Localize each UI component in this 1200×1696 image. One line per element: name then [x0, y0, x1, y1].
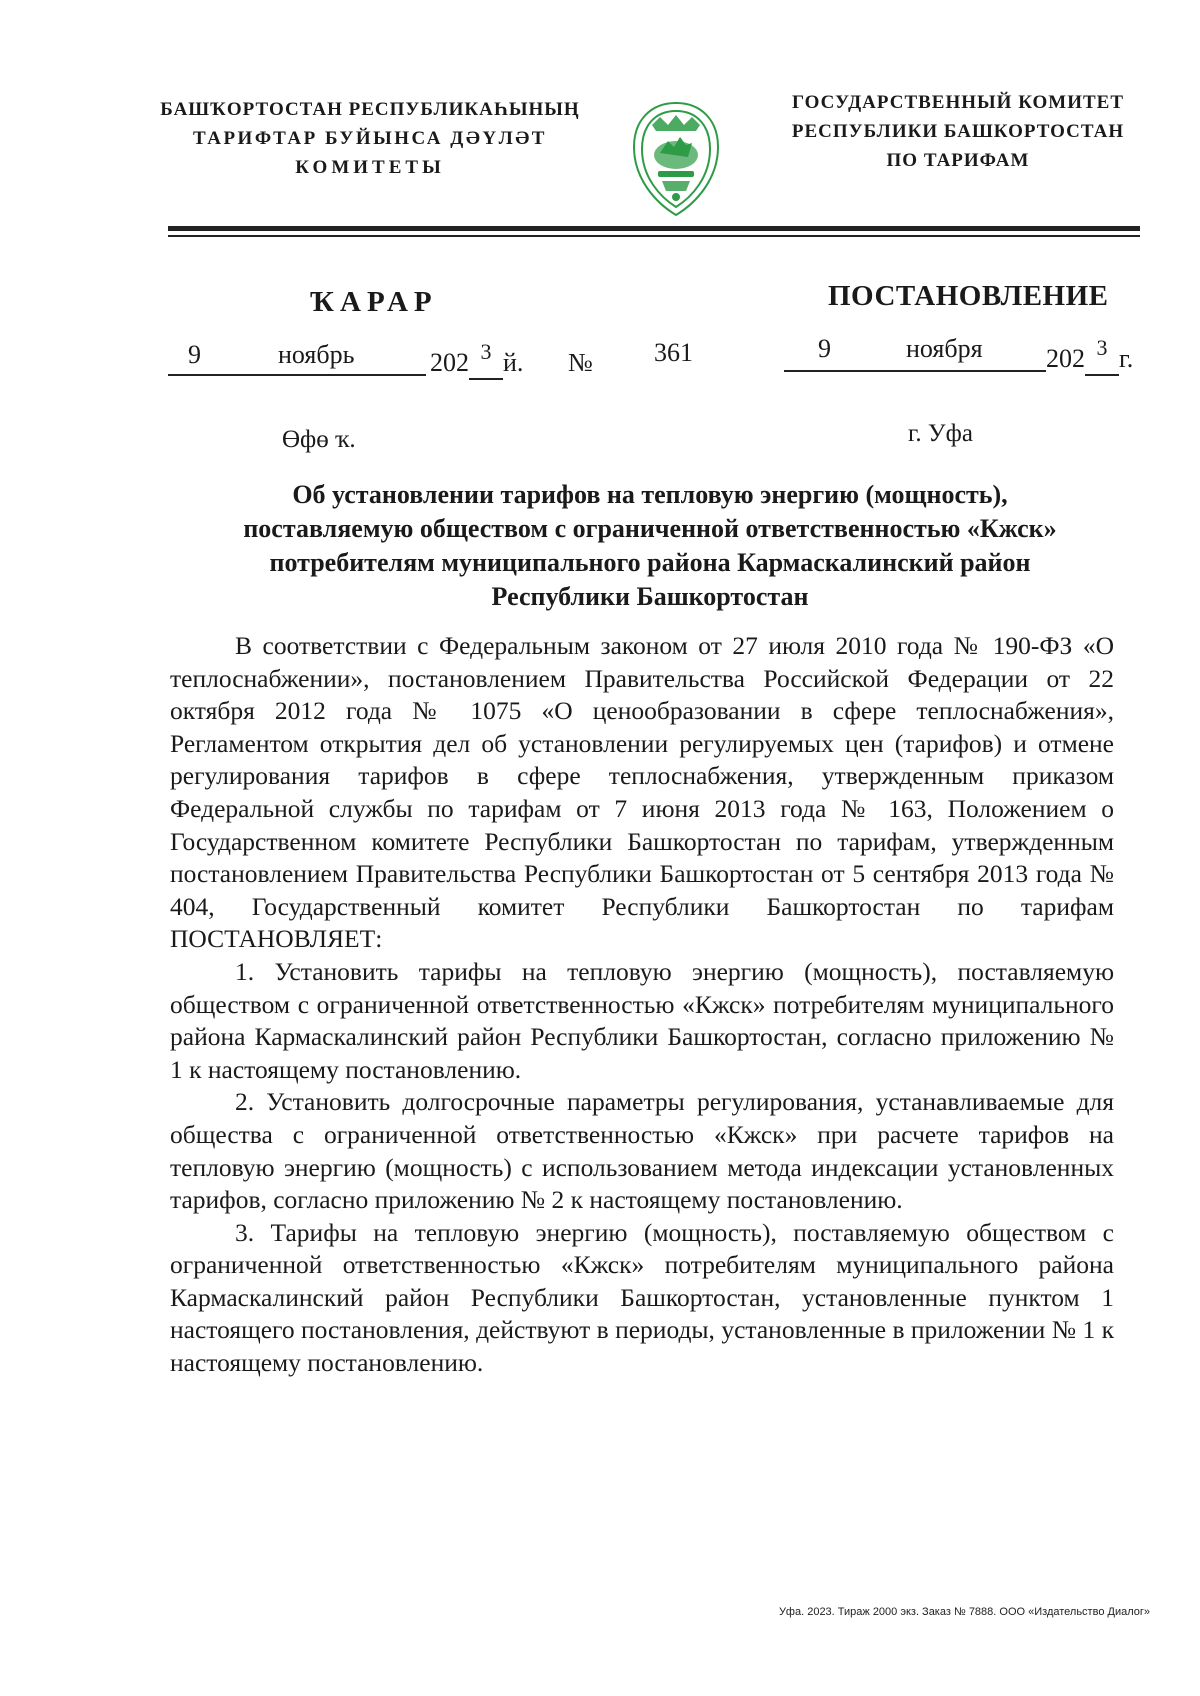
- subject-line-2: поставляемую обществом с ограниченной ответственностью «Кжск»: [243, 514, 1057, 543]
- header-right-line-3: ПО ТАРИФАМ: [886, 150, 1030, 171]
- left-city: Өфө ҡ.: [282, 426, 356, 453]
- right-year-digit: 3: [1096, 335, 1108, 360]
- left-year-prefix: 202: [430, 348, 469, 377]
- header-divider-thin: [168, 235, 1140, 237]
- header-left-line-1: БАШҠОРТОСТАН РЕСПУБЛИКАҺЫНЫҢ: [160, 99, 580, 120]
- subject-line-4: Республики Башкортостан: [491, 582, 809, 611]
- right-date-year: [1046, 335, 1134, 376]
- left-date-underline: [168, 374, 426, 376]
- right-date-day: 9: [818, 334, 831, 363]
- header-right: [768, 88, 1148, 175]
- paragraph-item-1: 1. Установить тарифы на тепловую энергию (мощность), поставляемую обществом с ограниченной ответственностью «Кжск» потребителям муниципального района Кармаскалинский район Республики Башкортостан, согласно приложению № 1 к настоящему постановлению.: [170, 956, 1114, 1084]
- header-left: [160, 95, 580, 182]
- left-date-month: ноябрь: [278, 340, 355, 369]
- right-title: ПОСТАНОВЛЕНИЕ: [828, 280, 1109, 312]
- right-city: г. Уфа: [908, 420, 973, 447]
- left-year-digit: 3: [480, 339, 492, 364]
- subject-line-1: Об установлении тарифов на тепловую энергию (мощность),: [292, 480, 1008, 509]
- right-date-suffix: г.: [1119, 344, 1134, 373]
- left-date-suffix: й.: [503, 348, 524, 377]
- document-subject: [170, 478, 1130, 614]
- paragraph-preamble: В соответствии с Федеральным законом от 27 июля 2010 года № 190-ФЗ «О теплоснабжении», постановлением Правительства Российской Федерации от 22 октября 2012 года № 1075 «О ценообразовании в сфере теплоснабжения», Регламентом открытия дел об установлении регулируемых цен (тарифов) и отмене регулирования тарифов в сфере теплоснабжения, утвержденным приказом Федеральной службы по тарифам от 7 июня 2013 года № 163, Положением о Государственном комитете Республики Башкортостан по тарифам, утвержденным постановлением Правительства Республики Башкортостан от 5 сентября 2013 года № 404, Государственный комитет Республики Башкортостан по тарифам ПОСТАНОВЛЯЕТ:: [170, 631, 1114, 954]
- header-left-line-3: КОМИТЕТЫ: [295, 157, 445, 178]
- document-body: [170, 630, 1114, 1380]
- paragraph-item-2: 2. Установить долгосрочные параметры регулирования, устанавливаемые для общества с ограниченной ответственностью «Кжск» при расчете тарифов на тепловую энергию (мощность) с использованием метода индексации установленных тарифов, согласно приложению № 2 к настоящему постановлению.: [170, 1087, 1114, 1215]
- left-date-year: [430, 339, 524, 380]
- paragraph-item-3: 3. Тарифы на тепловую энергию (мощность), поставляемую обществом с ограниченной ответственностью «Кжск» потребителям муниципального района Кармаскалинский район Республики Башкортостан, установленные пунктом 1 настоящего постановления, действуют в периоды, установленные в приложении № 1 к настоящему постановлению.: [170, 1217, 1114, 1378]
- left-date-day: 9: [188, 340, 201, 369]
- right-year-prefix: 202: [1046, 344, 1085, 373]
- left-title: ҠАРАР: [310, 286, 438, 318]
- number-sign: №: [568, 348, 593, 377]
- header-left-line-2: ТАРИФТАР БУЙЫНСА ДӘҮЛӘТ: [193, 128, 547, 149]
- header-right-line-2: РЕСПУБЛИКИ БАШКОРТОСТАН: [791, 121, 1125, 142]
- subject-line-3: потребителям муниципального района Кармаскалинский район: [269, 548, 1031, 577]
- right-date-month: ноября: [906, 334, 983, 363]
- header-right-line-1: ГОСУДАРСТВЕННЫЙ КОМИТЕТ: [791, 92, 1125, 113]
- document-number: 361: [654, 338, 693, 367]
- printer-imprint: Уфа. 2023. Тираж 2000 экз. Заказ № 7888. ООО «Издательство Диалог»: [778, 1606, 1150, 1618]
- right-date-underline: [784, 370, 1046, 372]
- header-divider-thick: [168, 226, 1140, 231]
- coat-of-arms-icon: [612, 95, 740, 223]
